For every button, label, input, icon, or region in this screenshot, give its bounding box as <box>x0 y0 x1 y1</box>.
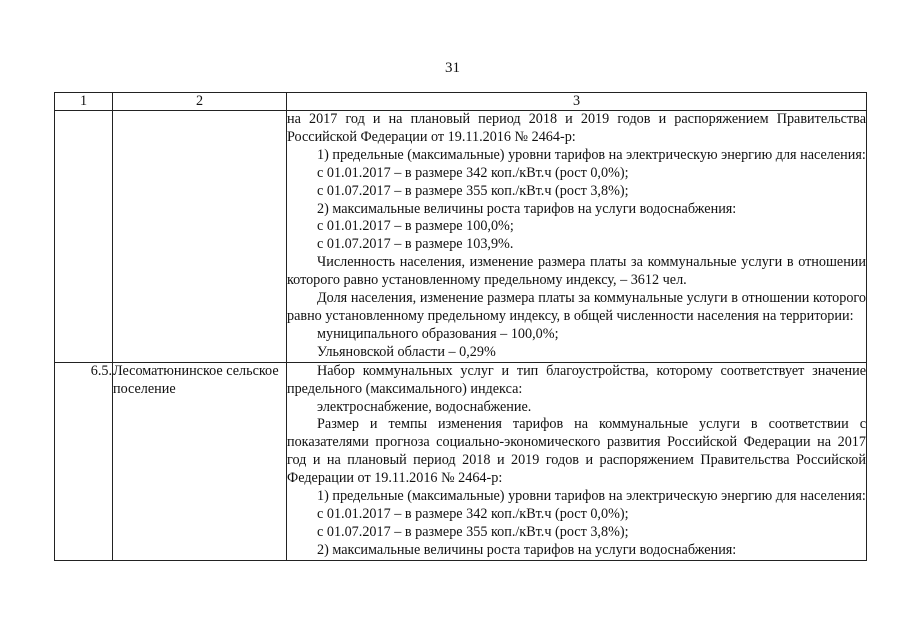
settlement-name-cell <box>113 111 287 363</box>
page-number: 31 <box>445 60 460 76</box>
row-number-cell: 6.5. <box>55 362 113 560</box>
description-cell <box>287 111 867 363</box>
list-item: 2) максимальные величины роста тарифов на услуги водоснабжения: <box>317 200 737 217</box>
description-cell <box>287 362 867 560</box>
table-row <box>55 111 867 363</box>
list-item: с 01.01.2017 – в размере 342 коп./кВт.ч (рост 0,0%); <box>317 505 629 522</box>
row-number-cell <box>55 111 113 363</box>
paragraph: Численность населения, изменение размера платы за коммунальные услуги в отношении которого равно установленному предельному индексу, – 3612 чел. <box>287 254 866 289</box>
table-row <box>55 362 867 560</box>
list-item: электроснабжение, водоснабжение. <box>317 398 532 415</box>
list-item: 2) максимальные величины роста тарифов на услуги водоснабжения: <box>317 541 737 558</box>
table-header-row <box>55 93 867 111</box>
paragraph: 1) предельные (максимальные) уровни тарифов на электрическую энергию для населения: <box>317 488 866 505</box>
list-item: с 01.01.2017 – в размере 342 коп./кВт.ч (рост 0,0%); <box>317 164 629 181</box>
column-header-1: 1 <box>55 93 113 111</box>
paragraph: Размер и темпы изменения тарифов на коммунальные услуги в соответствии с показателями прогноза социально-экономического развития Российской Федерации на 2017 год и на плановый период 2018 и 2019 годов и распоряжением Правительства Российской Федерации от 19.11.2016 № 2464-р: <box>287 416 866 487</box>
list-item: с 01.07.2017 – в размере 355 коп./кВт.ч (рост 3,8%); <box>317 523 629 540</box>
paragraph: Доля населения, изменение размера платы за коммунальные услуги в отношении которого равно установленному предельному индексу, в общей численности населения на территории: <box>287 290 866 324</box>
list-item: Ульяновской области – 0,29% <box>317 343 496 360</box>
column-header-3: 3 <box>287 93 867 111</box>
paragraph: Набор коммунальных услуг и тип благоустройства, которому соответствует значение предельного (максимального) индекса: <box>287 362 866 397</box>
tariff-table <box>54 92 867 561</box>
description-text <box>287 111 866 362</box>
description-text <box>287 363 866 560</box>
paragraph: на 2017 год и на плановый период 2018 и 2019 годов и распоряжением Правительства Российской Федерации от 19.11.2016 № 2464-р: <box>287 111 866 145</box>
column-header-2: 2 <box>113 93 287 111</box>
list-item: с 01.07.2017 – в размере 103,9%. <box>317 236 514 253</box>
settlement-name-cell: Лесоматюнинское сельское поселение <box>113 362 287 560</box>
list-item: с 01.07.2017 – в размере 355 коп./кВт.ч (рост 3,8%); <box>317 182 629 199</box>
list-item: с 01.01.2017 – в размере 100,0%; <box>317 218 514 235</box>
paragraph: 1) предельные (максимальные) уровни тарифов на электрическую энергию для населения: <box>317 146 866 163</box>
list-item: муниципального образования – 100,0%; <box>317 325 559 342</box>
